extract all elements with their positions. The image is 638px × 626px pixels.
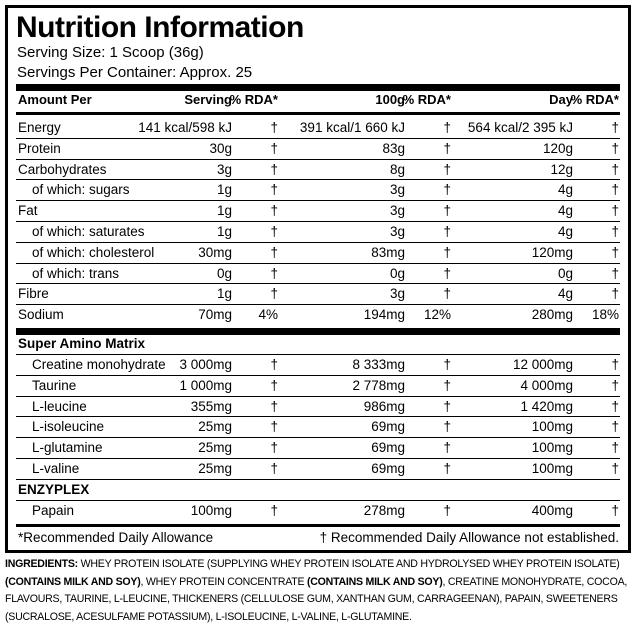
nutrient-name: Papain [32, 503, 75, 518]
table-row [8, 160, 628, 181]
nutrient-day: 564 kcal/2 395 kJ [467, 120, 573, 135]
serving-size: Serving Size: 1 Scoop (36g) [17, 44, 204, 61]
nutrient-serving: 25mg [198, 419, 232, 435]
header-rda-day: % RDA* [570, 92, 619, 107]
nutrient-rda2: † [443, 140, 451, 156]
panel-title: Nutrition Information [16, 11, 304, 44]
table-row [8, 397, 628, 418]
nutrient-day: 120mg [531, 244, 573, 260]
nutrient-name: Creatine monohydrate [32, 357, 166, 372]
nutrient-rda2: † [443, 203, 451, 219]
nutrient-rda1: † [270, 377, 278, 393]
nutrient-name: L-glutamine [32, 440, 103, 456]
table-row [8, 305, 628, 326]
nutrient-serving: 355mg [190, 398, 232, 414]
table-row [8, 180, 628, 201]
nutrient-rda2: † [443, 265, 451, 281]
table-row [8, 264, 628, 285]
nutrient-per100: 69mg [371, 440, 405, 456]
nutrient-rda3: † [611, 140, 619, 156]
nutrient-serving: 3 000mg [179, 357, 232, 372]
nutrient-rda2: † [443, 440, 451, 456]
header-amount-per: Amount Per [18, 92, 92, 107]
nutrient-rda3: 18% [591, 307, 619, 323]
nutrient-day: 0g [557, 265, 573, 281]
table-row [8, 118, 628, 139]
header-day: Day [549, 92, 573, 107]
nutrient-day: 4g [557, 182, 573, 198]
nutrient-rda2: † [443, 161, 451, 177]
nutrient-rda3: † [611, 286, 619, 302]
table-row [8, 284, 628, 305]
nutrient-rda2: † [443, 182, 451, 198]
nutrient-name: Fat [18, 203, 38, 219]
nutrient-name: L-valine [32, 461, 80, 476]
nutrient-name: Carbohydrates [18, 161, 107, 177]
nutrient-serving: 0g [216, 265, 232, 281]
nutrient-rda2: † [443, 224, 451, 239]
nutrient-day: 1 420mg [520, 398, 573, 414]
nutrient-rda1: † [270, 120, 278, 135]
nutrient-name: Energy [18, 120, 61, 135]
nutrient-name: Sodium [18, 307, 64, 323]
ingredients-text [5, 556, 633, 626]
nutrient-name: of which: trans [32, 265, 120, 281]
nutrient-per100: 0g [389, 265, 405, 281]
nutrient-per100: 194mg [363, 307, 405, 323]
nutrient-per100: 3g [389, 224, 405, 239]
nutrient-rda2: † [443, 461, 451, 476]
nutrient-rda1: † [270, 265, 278, 281]
nutrient-rda3: † [611, 224, 619, 239]
nutrient-rda2: † [443, 357, 451, 372]
nutrient-rda1: † [270, 224, 278, 239]
nutrient-rda1: † [270, 140, 278, 156]
nutrient-rda3: † [611, 161, 619, 177]
nutrient-day: 100mg [531, 419, 573, 435]
nutrient-per100: 278mg [363, 503, 405, 518]
nutrient-name: L-leucine [32, 398, 87, 414]
enzyplex-section-title: ENZYPLEX [18, 482, 90, 497]
nutrient-rda2: † [443, 286, 451, 302]
table-row [8, 355, 628, 376]
nutrient-rda1: † [270, 182, 278, 198]
enzyplex-section-header [8, 480, 628, 501]
nutrient-day: 280mg [531, 307, 573, 323]
amino-section-header [8, 334, 628, 355]
nutrient-serving: 30g [209, 140, 232, 156]
table-row [8, 243, 628, 264]
nutrient-rda2: † [443, 398, 451, 414]
nutrient-per100: 83mg [371, 244, 405, 260]
amino-section-title: Super Amino Matrix [18, 336, 146, 351]
table-row [8, 417, 628, 438]
nutrient-rda3: † [611, 357, 619, 372]
nutrition-panel [5, 5, 631, 553]
table-row [8, 459, 628, 480]
nutrient-rda3: † [611, 377, 619, 393]
nutrient-serving: 25mg [198, 440, 232, 456]
nutrient-day: 4 000mg [520, 377, 573, 393]
nutrient-name: Taurine [32, 377, 77, 393]
nutrient-serving: 100mg [190, 503, 232, 518]
nutrient-serving: 1 000mg [179, 377, 232, 393]
nutrient-day: 4g [557, 224, 573, 239]
nutrient-rda1: † [270, 503, 278, 518]
nutrient-day: 4g [557, 286, 573, 302]
nutrient-rda1: † [270, 203, 278, 219]
nutrient-per100: 3g [389, 203, 405, 219]
nutrient-rda1: † [270, 357, 278, 372]
nutrient-name: Fibre [18, 286, 49, 302]
nutrient-name: of which: sugars [32, 182, 130, 198]
nutrient-name: of which: saturates [32, 224, 145, 239]
nutrient-serving: 1g [216, 203, 232, 219]
nutrient-rda1: † [270, 244, 278, 260]
header-rule [16, 112, 620, 115]
footnote-not-established: † Recommended Daily Allowance not established. [319, 530, 619, 545]
nutrient-per100: 8 333mg [352, 357, 405, 372]
nutrient-rda1: † [270, 286, 278, 302]
ingredients-allergen-2: (CONTAINS MILK AND SOY) [307, 575, 443, 588]
nutrient-serving: 1g [216, 224, 232, 239]
nutrient-rda2: 12% [423, 307, 451, 323]
nutrient-rda1: 4% [258, 307, 278, 323]
nutrient-serving: 70mg [198, 307, 232, 323]
nutrient-rda3: † [611, 398, 619, 414]
nutrient-name: Protein [18, 140, 61, 156]
nutrient-serving: 141 kcal/598 kJ [138, 120, 232, 135]
nutrient-serving: 1g [216, 182, 232, 198]
header-rda-100g: % RDA* [402, 92, 451, 107]
footnote-rda: *Recommended Daily Allowance [18, 530, 214, 545]
nutrient-per100: 83g [382, 140, 405, 156]
header-serving: Serving [184, 92, 232, 107]
nutrient-rda2: † [443, 419, 451, 435]
header-rda-serving: % RDA* [229, 92, 278, 107]
table-row [8, 139, 628, 160]
nutrient-rda2: † [443, 503, 451, 518]
nutrient-per100: 3g [389, 182, 405, 198]
table-row [8, 438, 628, 459]
nutrient-day: 400mg [531, 503, 573, 518]
nutrient-per100: 986mg [363, 398, 405, 414]
nutrient-day: 100mg [531, 440, 573, 456]
nutrient-serving: 30mg [198, 244, 232, 260]
nutrient-rda3: † [611, 120, 619, 135]
table-header [8, 90, 628, 111]
nutrient-serving: 25mg [198, 461, 232, 476]
footer-rule [16, 524, 620, 527]
nutrient-rda1: † [270, 419, 278, 435]
ingredients-part-3: , CREATINE MONOHYDRATE, COCOA, FLAVOURS, TAURINE, L-LEUCINE, THICKENERS (CELLULOSE GUM, XANTHAN GUM, CARRAGEENAN), PAPAIN, SWEETENERS (SUCRALOSE, ACESULFAME POTASSIUM), L-ISOLEUCINE, L-VALINE, L-GLUTAMINE. [5, 575, 628, 623]
nutrient-rda3: † [611, 503, 619, 518]
nutrient-day: 120g [542, 140, 573, 156]
nutrient-rda1: † [270, 461, 278, 476]
nutrient-rda3: † [611, 182, 619, 198]
nutrient-rda2: † [443, 120, 451, 135]
nutrient-rda3: † [611, 440, 619, 456]
nutrient-serving: 3g [216, 161, 232, 177]
ingredients-part-1: WHEY PROTEIN ISOLATE (SUPPLYING WHEY PROTEIN ISOLATE AND HYDROLYSED WHEY PROTEIN ISOLATE) [77, 558, 620, 570]
nutrient-per100: 8g [389, 161, 405, 177]
table-row [8, 376, 628, 397]
nutrient-day: 100mg [531, 461, 573, 476]
nutrient-rda3: † [611, 419, 619, 435]
servings-per-container: Servings Per Container: Approx. 25 [17, 64, 253, 81]
nutrient-rda3: † [611, 244, 619, 260]
table-row [8, 201, 628, 222]
nutrient-rda3: † [611, 203, 619, 219]
nutrient-name: L-isoleucine [32, 419, 105, 435]
nutrient-rda2: † [443, 377, 451, 393]
nutrient-per100: 69mg [371, 461, 405, 476]
nutrient-serving: 1g [216, 286, 232, 302]
nutrient-name: of which: cholesterol [32, 244, 155, 260]
ingredients-label: INGREDIENTS: [5, 558, 78, 570]
nutrient-day: 12 000mg [512, 357, 573, 372]
table-row [8, 222, 628, 243]
nutrient-rda1: † [270, 161, 278, 177]
nutrient-per100: 2 778mg [352, 377, 405, 393]
nutrient-per100: 3g [389, 286, 405, 302]
nutrient-rda2: † [443, 244, 451, 260]
header-100g: 100g [375, 92, 405, 107]
ingredients-part-2: , WHEY PROTEIN CONCENTRATE [140, 575, 307, 588]
nutrient-rda3: † [611, 265, 619, 281]
ingredients-allergen-1: (CONTAINS MILK AND SOY) [5, 575, 141, 588]
nutrient-day: 12g [550, 161, 573, 177]
nutrient-day: 4g [557, 203, 573, 219]
nutrient-rda1: † [270, 440, 278, 456]
nutrient-per100: 69mg [371, 419, 405, 435]
nutrient-rda3: † [611, 461, 619, 476]
nutrient-rda1: † [270, 398, 278, 414]
table-row [8, 501, 628, 522]
nutrient-per100: 391 kcal/1 660 kJ [299, 120, 405, 135]
